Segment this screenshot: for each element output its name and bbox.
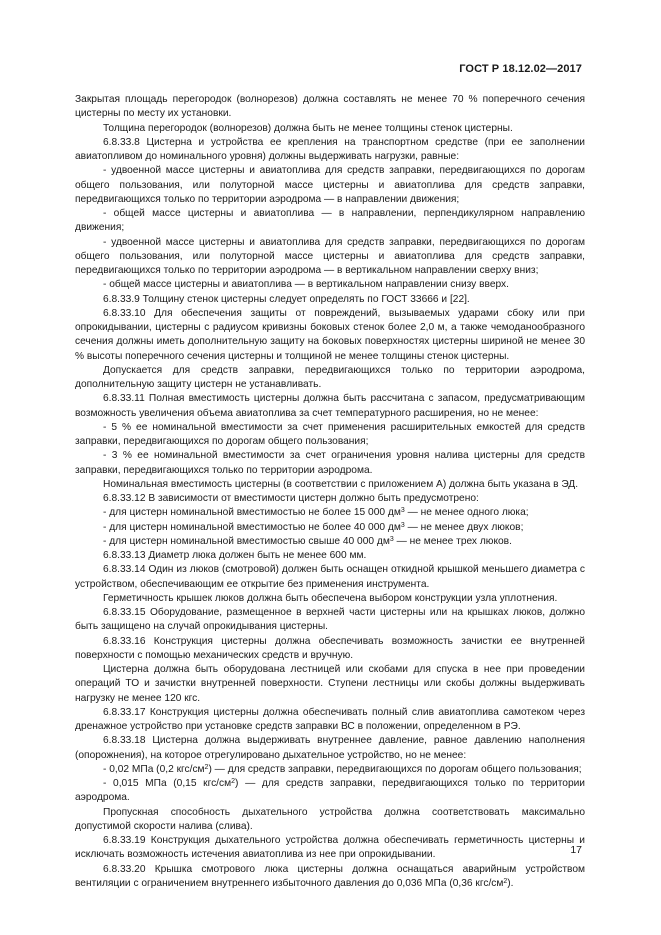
list-item: - 3 % ее номинальной вместимости за счет ограничения уровня налива цистерны для средств заправки, передвигающихся только по территории аэродрома. <box>75 450 585 476</box>
text-span: ) — для средств заправки, передвигающихся только по территории аэродрома. <box>75 778 585 804</box>
clause-6-8-33-10: 6.8.33.10 Для обеспечения защиты от повреждений, вызываемых ударами сбоку или при опрокидывании, цистерны с радиусом кривизны боковых стенок более 2,0 м, а также чемоданообразного сечения должны иметь дополнительную защиту на боковых поверхностях цистерны шириной не менее 30 % высоты поперечного сечения цистерны и толщиной не менее толщины стенок цистерны. <box>75 307 585 362</box>
superscript: 3 <box>389 535 394 543</box>
clause-6-8-33-19: 6.8.33.19 Конструкция дыхательного устройства должна обеспечивать герметичность цистерны и исключать возможность истечения авиатоплива из нее при опрокидывании. <box>75 835 585 861</box>
superscript: 2 <box>204 763 209 771</box>
text-span: - 0,015 МПа (0,15 кгс/см <box>103 778 232 789</box>
list-item <box>75 777 585 806</box>
text-span: 6.8.33.20 Крышка смотрового люка цистерны должна оснащаться аварийным устройством вентиляции с ограничением внутреннего избыточного давления до 0,036 МПа (0,36 кгс/см <box>75 863 585 889</box>
clause-6-8-33-9: 6.8.33.9 Толщину стенок цистерны следует определять по ГОСТ 33666 и [22]. <box>103 293 470 305</box>
list-item: - общей массе цистерны и авиатоплива — в вертикальном направлении снизу вверх. <box>103 279 509 291</box>
clause-6-8-33-13: 6.8.33.13 Диаметр люка должен быть не менее 600 мм. <box>103 550 367 561</box>
document-body <box>75 93 585 891</box>
clause-6-8-33-20 <box>75 863 585 892</box>
text-span: — не менее двух люков; <box>404 521 524 533</box>
text-span: — не менее одного люка; <box>404 507 529 519</box>
list-item <box>75 506 585 520</box>
paragraph: Номинальная вместимость цистерны (в соответствии с приложением А) должна быть указана в ЭД. <box>103 478 579 490</box>
text-span: - для цистерн номинальной вместимостью не более 40 000 дм <box>103 521 401 533</box>
list-item <box>75 763 585 777</box>
text-span: ). <box>507 877 514 889</box>
clause-6-8-33-8: 6.8.33.8 Цистерна и устройства ее крепления на транспортном средстве (при ее заполнении авиатопливом до номинального уровня) должны выдерживать нагрузки, равные: <box>75 136 585 162</box>
superscript: 3 <box>400 521 405 529</box>
clause-6-8-33-14: 6.8.33.14 Один из люков (смотровой) должен быть оснащен откидной крышкой меньшего диаметра с устройством, обеспечивающим ее открытие без применения инструмента. <box>75 564 585 590</box>
list-item <box>75 521 585 535</box>
clause-6-8-33-12: 6.8.33.12 В зависимости от вместимости цистерн должно быть предусмотрено: <box>103 493 479 504</box>
text-span: — не менее трех люков. <box>393 535 512 547</box>
paragraph: Пропускная способность дыхательного устройства должна соответствовать максимально допустимой скорости налива (слива). <box>75 806 585 832</box>
list-item: - удвоенной массе цистерны и авиатоплива для средств заправки, передвигающихся по дорогам общего пользования, или полуторной массе цистерны и авиатоплива для средств заправки, передвигающихся только по территории аэродрома — в направлении движения; <box>75 165 585 205</box>
paragraph: Допускается для средств заправки, передвигающихся только по территории аэродрома, дополнительную защиту цистерн не устанавливать. <box>75 364 585 390</box>
text-span: - для цистерн номинальной вместимостью не более 15 000 дм <box>103 507 401 519</box>
paragraph: Толщина перегородок (волнорезов) должна быть не менее толщины стенок цистерны. <box>103 122 513 134</box>
clause-6-8-33-16: 6.8.33.16 Конструкция цистерны должна обеспечивать возможность зачистки ее внутренней поверхности с помощью механических средств и вручную. <box>75 635 585 661</box>
page-number: 17 <box>570 844 582 856</box>
superscript: 2 <box>231 778 236 785</box>
list-item <box>75 535 585 549</box>
list-item: - 5 % ее номинальной вместимости за счет применения расширительных емкостей для средств заправки, передвигающихся по дорогам общего пользования; <box>75 421 585 447</box>
text-span: - 0,02 МПа (0,2 кгс/см <box>103 763 205 775</box>
paragraph: Герметичность крышек люков должна быть обеспечена выбором конструкции узла уплотнения. <box>103 592 558 604</box>
text-span: - для цистерн номинальной вместимостью свыше 40 000 дм <box>103 535 390 547</box>
paragraph: Цистерна должна быть оборудована лестницей или скобами для спуска в нее при проведении операций ТО и зачистки внутренней поверхности. Ступени лестницы или скобы должны выдерживать нагрузку не менее 120 кгс. <box>75 664 585 704</box>
document-header: ГОСТ Р 18.12.02—2017 <box>459 63 582 75</box>
clause-6-8-33-18: 6.8.33.18 Цистерна должна выдерживать внутреннее давление, равное давлению наполнения (опорожнения), на которое отрегулировано дыхательное устройство, но не менее: <box>75 735 585 761</box>
superscript: 3 <box>400 507 405 515</box>
list-item: - удвоенной массе цистерны и авиатоплива для средств заправки, передвигающихся по дорогам общего пользования, или полуторной массе цистерны и авиатоплива для средств заправки, передвигающихся только по территории аэродрома — в вертикальном направлении сверху вниз; <box>75 236 585 276</box>
clause-6-8-33-11: 6.8.33.11 Полная вместимость цистерны должна быть рассчитана с запасом, предусматривающим возможность увеличения объема авиатоплива за счет температурного расширения, но не менее: <box>75 393 585 419</box>
clause-6-8-33-17: 6.8.33.17 Конструкция цистерны должна обеспечивать полный слив авиатоплива самотеком через дренажное устройство при установке средств заправки ВС в положении, определенном в РЭ. <box>75 706 585 732</box>
list-item: - общей массе цистерны и авиатоплива — в направлении, перпендикулярном направлению движения; <box>75 208 585 234</box>
superscript: 2 <box>503 877 508 885</box>
clause-6-8-33-15: 6.8.33.15 Оборудование, размещенное в верхней части цистерны или на крышках люков, должно быть защищено на случай опрокидывания цистерны. <box>75 607 585 633</box>
text-span: ) — для средств заправки, передвигающихся по дорогам общего пользования; <box>208 763 582 775</box>
paragraph: Закрытая площадь перегородок (волнорезов) должна составлять не менее 70 % поперечного сечения цистерны по месту их установки. <box>75 94 585 120</box>
